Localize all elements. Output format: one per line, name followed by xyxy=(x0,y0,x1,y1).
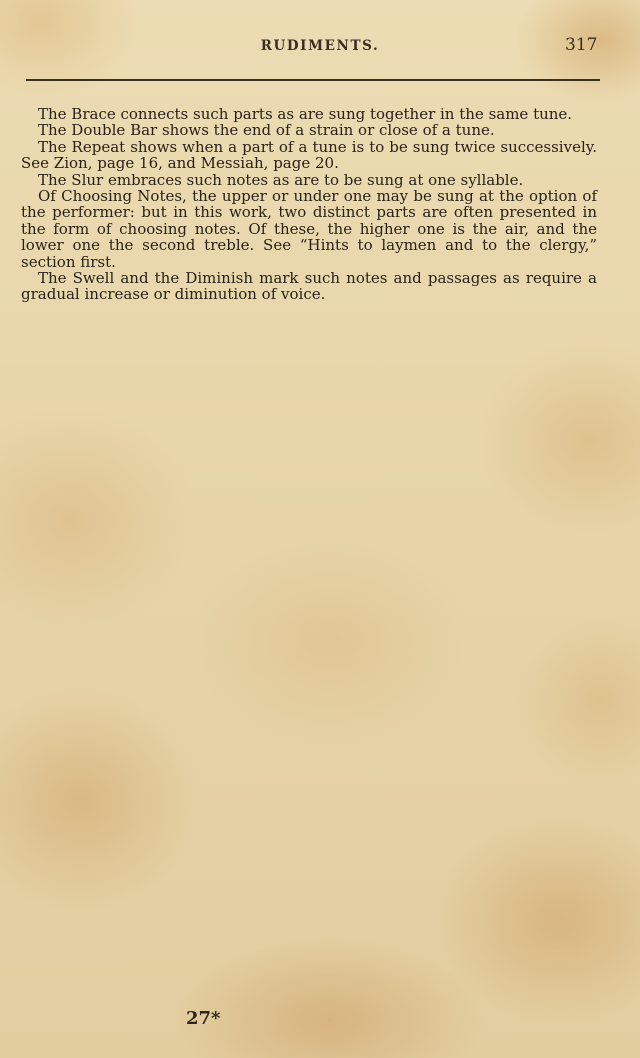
body-text xyxy=(21,106,597,303)
signature-mark: 27* xyxy=(186,1008,221,1029)
paragraph-choosing-notes: Of Choosing Notes, the upper or under one may be sung at the option of the performer: but in this work, two distinct parts are often presented in the form of choosing notes. Of these, the higher one is the air, and the lower one the second treble. See “Hints to laymen and to the clergy,” section first. xyxy=(21,187,597,271)
paragraph-slur: The Slur embraces such notes as are to be sung at one syllable. xyxy=(38,170,524,189)
header-rule xyxy=(26,79,600,81)
paragraph-swell-diminish: The Swell and the Diminish mark such notes and passages as require a gradual increase or diminution of voice. xyxy=(21,269,597,304)
paragraph-double-bar: The Double Bar shows the end of a strain or close of a tune. xyxy=(38,121,495,140)
paragraph-repeat: The Repeat shows when a part of a tune is to be sung twice successively. See Zion, page 16, and Messiah, page 20. xyxy=(21,137,597,173)
running-header-title: RUDIMENTS. xyxy=(260,38,380,54)
paragraph-brace: The Brace connects such parts as are sung together in the same tune. xyxy=(38,105,573,123)
page-number: 317 xyxy=(565,35,598,55)
